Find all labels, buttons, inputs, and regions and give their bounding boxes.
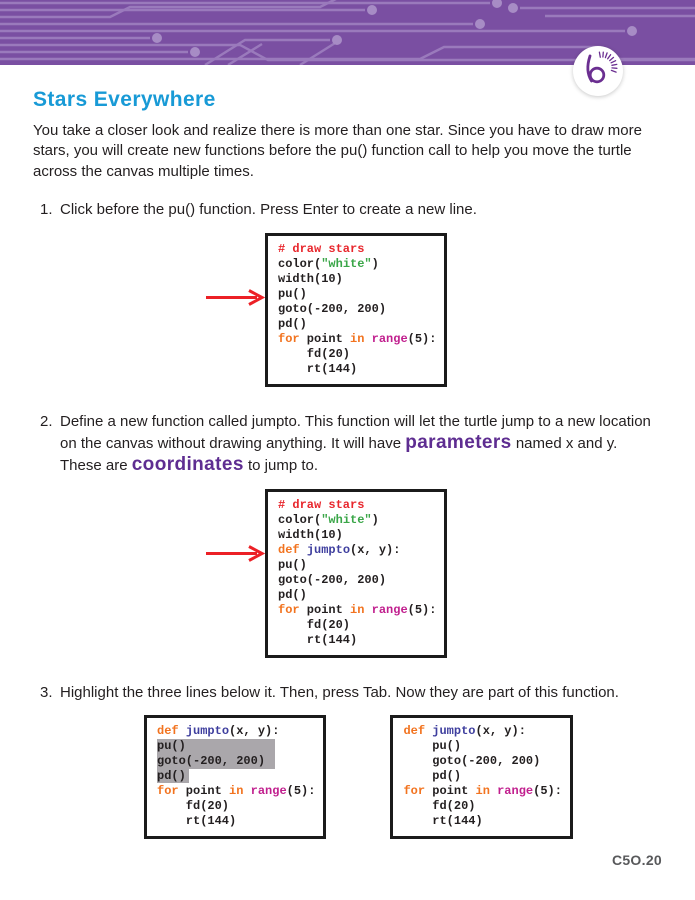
- code-line: pd(): [157, 769, 315, 784]
- step-1-text: Click before the pu() function. Press Enter to create a new line.: [60, 201, 477, 219]
- page-content: [0, 88, 695, 839]
- code-line: pd(): [278, 588, 307, 603]
- code-line: rt(144): [157, 814, 237, 829]
- code-block-2: [265, 489, 447, 658]
- step-3-number: 3.: [40, 684, 53, 702]
- code-line: pu(): [278, 287, 307, 302]
- page-number: C5O.20: [611, 852, 662, 868]
- b-sunburst-icon: [573, 46, 623, 96]
- code-line: for point in range(5):: [278, 332, 437, 347]
- code-line: def jumpto(x, y):: [403, 724, 526, 739]
- code-block-4-indented: [390, 715, 572, 839]
- code-line: fd(20): [403, 799, 476, 814]
- code-line: width(10): [278, 272, 343, 287]
- code-line: goto(-200, 200): [278, 573, 387, 588]
- code-line: # draw stars: [278, 242, 365, 257]
- code-line: fd(20): [278, 347, 351, 362]
- step-1-number: 1.: [40, 201, 53, 219]
- code-line: color("white"): [278, 513, 379, 528]
- code-line: for point in range(5):: [278, 603, 437, 618]
- step-1: [33, 199, 662, 387]
- intro-paragraph: You take a closer look and realize there is more than one star. Since you have to draw more stars, you will create new functions before the pu() function call to help you move the turtle across the canvas multiple times.: [33, 122, 642, 180]
- code-line: color("white"): [278, 257, 379, 272]
- code-line: def jumpto(x, y):: [157, 724, 280, 739]
- code-line: goto(-200, 200): [157, 754, 315, 769]
- brand-logo: [573, 46, 623, 96]
- code-block-1: [265, 233, 447, 387]
- arrow-right-icon: [205, 545, 265, 562]
- code-line: # draw stars: [278, 498, 365, 513]
- code-block-3-highlighted: [144, 715, 326, 839]
- code-line: def jumpto(x, y):: [278, 543, 401, 558]
- code-line: rt(144): [278, 633, 358, 648]
- code-line: pu(): [157, 739, 315, 754]
- code-line: fd(20): [278, 618, 351, 633]
- code-line: for point in range(5):: [403, 784, 562, 799]
- code-line: for point in range(5):: [157, 784, 316, 799]
- code-line: pd(): [403, 769, 462, 784]
- code-line: goto(-200, 200): [403, 754, 541, 769]
- code-line: rt(144): [278, 362, 358, 377]
- step-3-text: Highlight the three lines below it. Then, press Tab. Now they are part of this function.: [60, 684, 619, 702]
- code-line: rt(144): [403, 814, 483, 829]
- step-3-code-blocks: [144, 715, 662, 839]
- step-2-text: Define a new function called jumpto. This function will let the turtle jump to a new location on the canvas without drawing anything. It will have parameters named x and y. These are coordinates to jump to.: [60, 413, 651, 476]
- page-title: Stars Everywhere: [33, 88, 216, 111]
- code-line: width(10): [278, 528, 343, 543]
- step-2-number: 2.: [40, 413, 53, 431]
- code-line: pu(): [403, 739, 462, 754]
- step-2: [33, 411, 662, 658]
- arrow-right-icon: [205, 289, 265, 306]
- code-line: pd(): [278, 317, 307, 332]
- steps-list: [33, 199, 662, 839]
- code-line: pu(): [278, 558, 307, 573]
- code-line: goto(-200, 200): [278, 302, 387, 317]
- step-3: [33, 682, 662, 839]
- code-line: fd(20): [157, 799, 230, 814]
